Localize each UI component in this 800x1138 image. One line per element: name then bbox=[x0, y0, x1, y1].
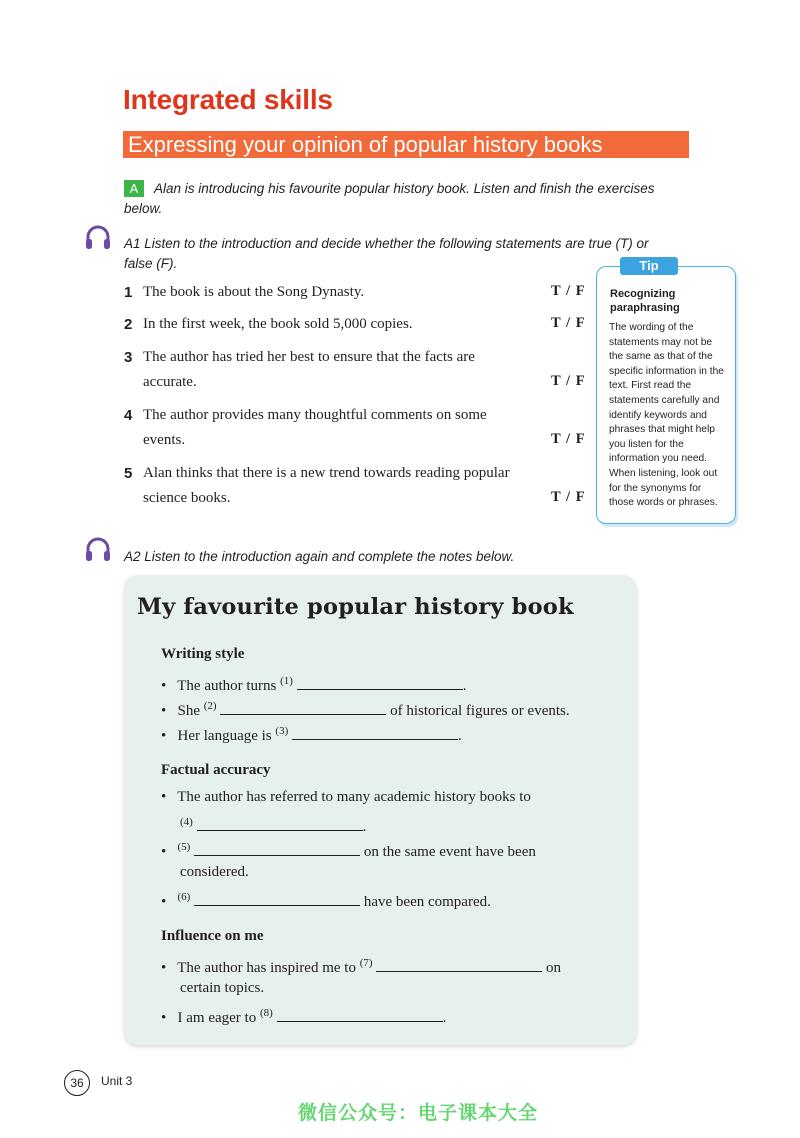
answer-blank-1[interactable] bbox=[297, 675, 463, 690]
statement-number: 1 bbox=[124, 284, 133, 301]
statement-number: 5 bbox=[124, 465, 133, 482]
answer-blank-3[interactable] bbox=[292, 725, 458, 740]
bullet: • bbox=[161, 894, 167, 910]
unit-label: Unit 3 bbox=[101, 1074, 133, 1088]
note-text: . bbox=[462, 678, 467, 694]
bullet: • bbox=[161, 1010, 167, 1026]
note-item bbox=[161, 719, 462, 749]
note-text: She bbox=[177, 703, 204, 719]
note-text: . bbox=[442, 1010, 447, 1026]
a1-instruction-line1: A1 Listen to the introduction and decide whether the following statements are true (T) or bbox=[124, 236, 649, 251]
answer-blank-5[interactable] bbox=[194, 841, 360, 856]
bullet: • bbox=[161, 789, 167, 805]
page-number: 36 bbox=[64, 1070, 90, 1096]
headphones-icon[interactable] bbox=[84, 536, 112, 564]
bullet: • bbox=[161, 844, 167, 860]
blank-number: (7) bbox=[359, 957, 373, 969]
answer-blank-2[interactable] bbox=[220, 700, 386, 715]
bullet: • bbox=[161, 678, 167, 694]
statement-text-cont: science books. bbox=[143, 490, 231, 506]
blank-number: (4) bbox=[180, 816, 193, 828]
notes-heading-influence: Influence on me bbox=[161, 928, 264, 944]
answer-blank-6[interactable] bbox=[194, 891, 360, 906]
note-item bbox=[161, 1001, 446, 1031]
note-text: . bbox=[457, 728, 462, 744]
note-item bbox=[161, 785, 531, 810]
page-title: Integrated skills bbox=[123, 84, 333, 115]
note-text: have been compared. bbox=[360, 894, 491, 910]
bullet: • bbox=[161, 703, 167, 719]
bullet: • bbox=[161, 728, 167, 744]
note-text: on bbox=[542, 960, 562, 976]
note-item bbox=[161, 885, 491, 915]
answer-blank-4[interactable] bbox=[197, 816, 363, 831]
note-item-cont: considered. bbox=[180, 864, 249, 880]
headphones-icon[interactable] bbox=[84, 224, 112, 252]
bullet: • bbox=[161, 960, 167, 976]
true-false-choice[interactable]: T / F bbox=[551, 373, 586, 389]
note-item-cont: certain topics. bbox=[180, 980, 265, 996]
statement-text: Alan thinks that there is a new trend towards reading popular bbox=[143, 465, 510, 481]
answer-blank-8[interactable] bbox=[277, 1007, 443, 1022]
blank-number: (3) bbox=[275, 725, 289, 737]
blank-number: (5) bbox=[177, 841, 191, 853]
answer-blank-7[interactable] bbox=[376, 957, 542, 972]
statement-number: 4 bbox=[124, 407, 133, 424]
note-text: on the same event have been bbox=[360, 844, 536, 860]
notes-heading-factual-accuracy: Factual accuracy bbox=[161, 762, 271, 778]
statement-text: The author has tried her best to ensure that the facts are bbox=[143, 349, 475, 365]
true-false-choice[interactable]: T / F bbox=[551, 283, 586, 299]
page-subtitle: Expressing your opinion of popular history books bbox=[128, 132, 603, 157]
note-text: The author has inspired me to bbox=[177, 960, 360, 976]
blank-number: (6) bbox=[177, 891, 191, 903]
note-text: of historical figures or events. bbox=[386, 703, 570, 719]
blank-number: (8) bbox=[259, 1007, 273, 1019]
section-a-instruction-line1: Alan is introducing his favourite popular history book. Listen and finish the exercises bbox=[154, 181, 655, 196]
statement-text-cont: accurate. bbox=[143, 374, 197, 390]
statement-text-cont: events. bbox=[143, 432, 186, 448]
blank-number: (1) bbox=[280, 675, 293, 687]
true-false-choice[interactable]: T / F bbox=[551, 431, 586, 447]
note-text: Her language is bbox=[177, 728, 276, 744]
notes-heading-writing-style: Writing style bbox=[161, 646, 245, 662]
note-text: The author turns bbox=[177, 678, 281, 694]
note-text: I am eager to bbox=[177, 1010, 260, 1026]
section-a-badge: A bbox=[124, 180, 144, 197]
statement-text: The author provides many thoughtful comments on some bbox=[143, 407, 487, 423]
blank-number: (2) bbox=[203, 700, 217, 712]
true-false-choice[interactable]: T / F bbox=[551, 489, 586, 505]
watermark: 微信公众号：电子课本大全 bbox=[298, 1103, 539, 1124]
true-false-choice[interactable]: T / F bbox=[551, 315, 586, 331]
tip-title: Recognizing paraphrasing bbox=[610, 288, 680, 314]
tip-tab: Tip bbox=[620, 257, 678, 275]
statement-number: 2 bbox=[124, 316, 133, 333]
a2-instruction: A2 Listen to the introduction again and complete the notes below. bbox=[124, 549, 515, 564]
statement-number: 3 bbox=[124, 349, 133, 366]
tip-body: The wording of the statements may not be the same as that of the specific information in the text. First read the statements carefully and identify keywords and phrases that might help you listen for the information you need. When listening, look out for the synonyms for those words or phrases. bbox=[609, 322, 724, 509]
notes-title: My favourite popular history book bbox=[137, 594, 574, 620]
note-text: . bbox=[362, 819, 367, 835]
note-text: The author has referred to many academic history books to bbox=[177, 789, 531, 805]
a1-instruction-line2: false (F). bbox=[124, 256, 178, 271]
section-a-instruction-line2: below. bbox=[124, 201, 163, 216]
statement-text: In the first week, the book sold 5,000 copies. bbox=[143, 316, 413, 332]
statement-text: The book is about the Song Dynasty. bbox=[143, 284, 365, 300]
